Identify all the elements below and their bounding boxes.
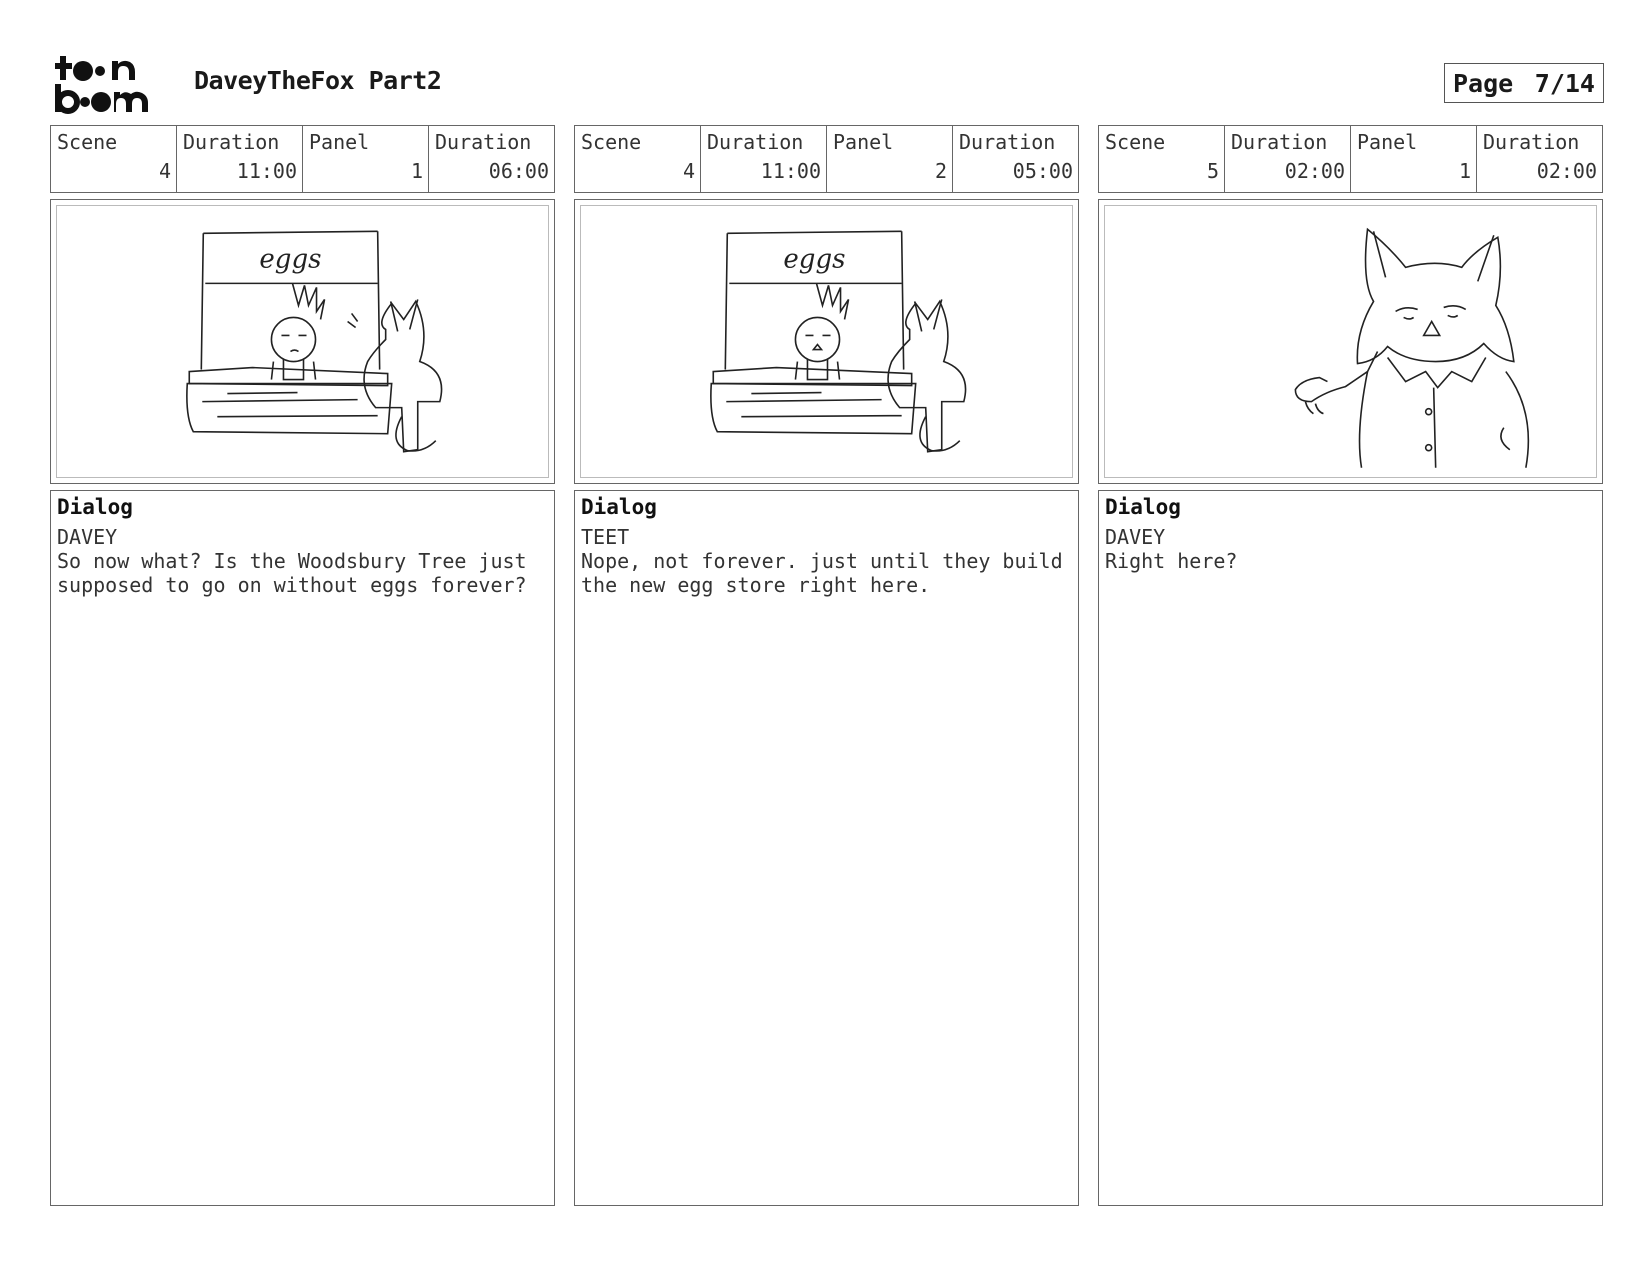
storyboard-panel-2: [574, 125, 1079, 1206]
dialog-line: Nope, not forever. just until they build: [581, 549, 1063, 573]
scene-label: Scene: [581, 130, 642, 154]
panel-frame: [50, 199, 555, 484]
scene-duration-cell: [1225, 126, 1351, 192]
scene-number: 4: [158, 159, 171, 183]
panel-frame: [574, 199, 1079, 484]
dialog-line: So now what? Is the Woodsbury Tree just: [57, 549, 527, 573]
duration-label: Duration: [1483, 130, 1580, 154]
panel-number: 2: [934, 159, 947, 183]
dialog-speaker: TEET: [581, 525, 630, 549]
scene-label: Scene: [1105, 130, 1166, 154]
scene-duration-value: 11:00: [236, 159, 297, 183]
scene-number: 4: [682, 159, 695, 183]
panel-info-header: [50, 125, 555, 193]
duration-label: Duration: [1231, 130, 1328, 154]
panel-label: Panel: [1357, 130, 1418, 154]
duration-label: Duration: [183, 130, 280, 154]
panel-duration-cell: [1477, 126, 1602, 192]
egg-stand-sketch: [57, 206, 548, 477]
scene-number: 5: [1206, 159, 1219, 183]
storyboard-panel-3: [1098, 125, 1603, 1206]
scene-duration-value: 11:00: [760, 159, 821, 183]
duration-label: Duration: [707, 130, 804, 154]
panel-duration-value: 06:00: [488, 159, 549, 183]
panel-info-header: [1098, 125, 1603, 193]
duration-label: Duration: [959, 130, 1056, 154]
panel-cell: [1351, 126, 1477, 192]
dialog-heading: Dialog: [1105, 495, 1181, 519]
scene-duration-value: 02:00: [1284, 159, 1345, 183]
fox-pointing-sketch: [1105, 206, 1596, 477]
project-title: DaveyTheFox Part2: [194, 66, 442, 95]
dialog-box: [50, 490, 555, 1206]
panel-number: 1: [1458, 159, 1471, 183]
dialog-line: supposed to go on without eggs forever?: [57, 573, 527, 597]
panel-duration-cell: [953, 126, 1078, 192]
scene-duration-cell: [701, 126, 827, 192]
panel-label: Panel: [309, 130, 370, 154]
panel-cell: [827, 126, 953, 192]
page-indicator: [1444, 63, 1604, 103]
panel-duration-value: 05:00: [1012, 159, 1073, 183]
sign-text: eggs: [783, 244, 846, 275]
scene-duration-cell: [177, 126, 303, 192]
dialog-box: [574, 490, 1079, 1206]
panel-cell: [303, 126, 429, 192]
dialog-heading: Dialog: [581, 495, 657, 519]
dialog-speaker: DAVEY: [1105, 525, 1166, 549]
dialog-speaker: DAVEY: [57, 525, 118, 549]
duration-label: Duration: [435, 130, 532, 154]
toonboom-logo: [54, 54, 172, 116]
panel-duration-cell: [429, 126, 554, 192]
panel-frame: [1098, 199, 1603, 484]
panel-info-header: [574, 125, 1079, 193]
page-number: 7/14: [1534, 68, 1595, 98]
dialog-heading: Dialog: [57, 495, 133, 519]
scene-label: Scene: [57, 130, 118, 154]
sign-text: eggs: [259, 244, 322, 275]
scene-cell: [1099, 126, 1225, 192]
egg-stand-sketch: [581, 206, 1072, 477]
panel-duration-value: 02:00: [1536, 159, 1597, 183]
scene-cell: [51, 126, 177, 192]
panel-label: Panel: [833, 130, 894, 154]
dialog-box: [1098, 490, 1603, 1206]
dialog-line: Right here?: [1105, 549, 1238, 573]
page-label: Page: [1453, 68, 1514, 98]
storyboard-panel-1: [50, 125, 555, 1206]
dialog-line: the new egg store right here.: [581, 573, 931, 597]
scene-cell: [575, 126, 701, 192]
panel-number: 1: [410, 159, 423, 183]
